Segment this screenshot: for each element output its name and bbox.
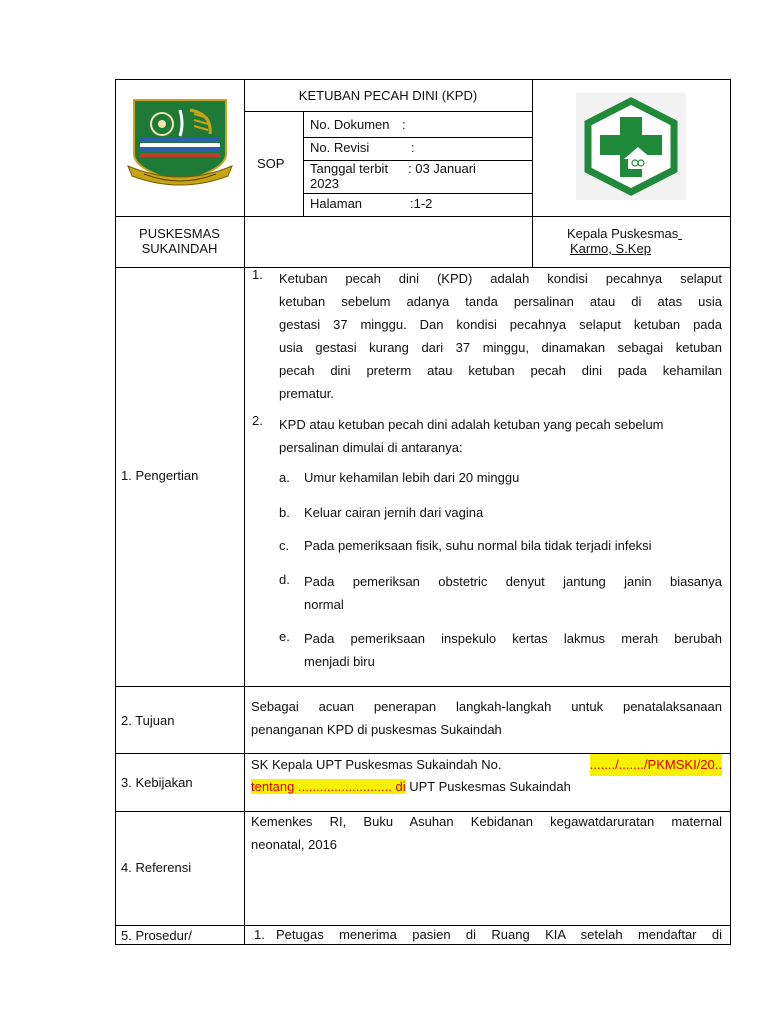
sign-d-text: Pada pemeriksan obstetric denyut jantung janin biasanya normal <box>304 574 722 612</box>
puskesmas-emblem-logo <box>576 93 686 200</box>
section-label-prosedur: 5. Prosedur/ <box>121 928 192 943</box>
kebijakan-sk-number-placeholder: ......./......./PKMSKI/20.. <box>590 754 722 776</box>
sign-b-letter: b. <box>279 505 290 520</box>
definition-1-text: Ketuban pecah dini (KPD) adalah kondisi pecahnya selaput ketuban sebelum adanya tanda persalinan atau di atas usia gestasi 37 minggu. Dan kondisi pecahnya selaput ketuban pada usia gestasi kurang dari 37 minggu, dinamakan sebagai ketuban pecah dini preterm atau ketuban pecah dini pada kehamilan prematur. <box>279 271 722 401</box>
col-divider-left <box>244 79 245 945</box>
revision-value: : <box>411 140 415 155</box>
tujuan-text: Sebagai acuan penerapan langkah-langkah untuk penatalaksanaan penanganan KPD di puskesmas Sukaindah <box>251 699 722 737</box>
issue-date-value: : 03 Januari <box>408 161 476 176</box>
header-row-bottom <box>115 216 731 217</box>
page-value: :1-2 <box>410 196 433 211</box>
sign-a-text: Umur kehamilan lebih dari 20 minggu <box>304 470 520 485</box>
section-label-kebijakan: 3. Kebijakan <box>121 775 193 790</box>
title-row-bottom <box>244 111 532 112</box>
regional-coat-of-arms-logo <box>124 96 236 192</box>
org-name-line-2: SUKAINDAH <box>141 241 218 256</box>
table-border-right <box>730 79 731 945</box>
definition-1-number: 1. <box>252 267 263 282</box>
doc-row-line-1 <box>303 137 532 138</box>
sign-b-text: Keluar cairan jernih dari vagina <box>304 505 484 520</box>
row-line-referensi <box>115 925 731 926</box>
sign-e-letter: e. <box>279 629 290 644</box>
sign-c-letter: c. <box>279 538 290 553</box>
sop-label: SOP <box>257 156 285 171</box>
head-name: Karmo, S.Kep <box>570 241 651 256</box>
doc-number-label: No. Dokumen <box>310 117 390 132</box>
prosedur-1-text: Petugas menerima pasien di Ruang KIA setelah mendaftar di <box>276 927 722 942</box>
section-label-pengertian: 1. Pengertian <box>121 468 199 483</box>
section-label-tujuan: 2. Tujuan <box>121 713 175 728</box>
issue-date-label: Tanggal terbit <box>310 161 389 176</box>
col-divider-right <box>532 79 533 268</box>
sop-divider <box>303 111 304 216</box>
table-border-bottom <box>115 944 731 945</box>
head-title: Kepala Puskesmas <box>567 226 679 241</box>
sign-a-letter: a. <box>279 470 290 485</box>
table-border-top <box>115 79 731 80</box>
sign-e-text: Pada pemeriksaan inspekulo kertas lakmus merah berubah menjadi biru <box>304 631 722 669</box>
definition-2-number: 2. <box>252 413 263 428</box>
sign-d-letter: d. <box>279 572 290 587</box>
table-border-left <box>115 79 116 945</box>
section-label-referensi: 4. Referensi <box>121 860 192 875</box>
issue-date-year: 2023 <box>310 176 339 191</box>
definition-2-text: KPD atau ketuban pecah dini adalah ketuban yang pecah sebelum persalinan dimulai di antaranya: <box>279 417 664 455</box>
doc-number-value: : <box>402 117 406 132</box>
row-line-pengertian <box>115 686 731 687</box>
revision-label: No. Revisi <box>310 140 370 155</box>
page-label: Halaman <box>310 196 363 211</box>
document-title: KETUBAN PECAH DINI (KPD) <box>298 88 478 103</box>
kebijakan-line-2: tentang .......................... di UPT Puskesmas Sukaindah <box>251 779 571 794</box>
org-name-line-1: PUSKESMAS <box>139 226 220 241</box>
doc-row-line-3 <box>303 193 532 194</box>
prosedur-1-number: 1. <box>254 927 265 942</box>
sign-c-text: Pada pemeriksaan fisik, suhu normal bila tidak terjadi infeksi <box>304 538 652 553</box>
kebijakan-subject-placeholder: tentang .......................... di <box>251 779 406 794</box>
kebijakan-line-1: SK Kepala UPT Puskesmas Sukaindah No. ......./......./PKMSKI/20.. <box>251 754 722 776</box>
referensi-text: Kemenkes RI, Buku Asuhan Kebidanan kegawatdaruratan maternal neonatal, 2016 <box>251 814 722 852</box>
